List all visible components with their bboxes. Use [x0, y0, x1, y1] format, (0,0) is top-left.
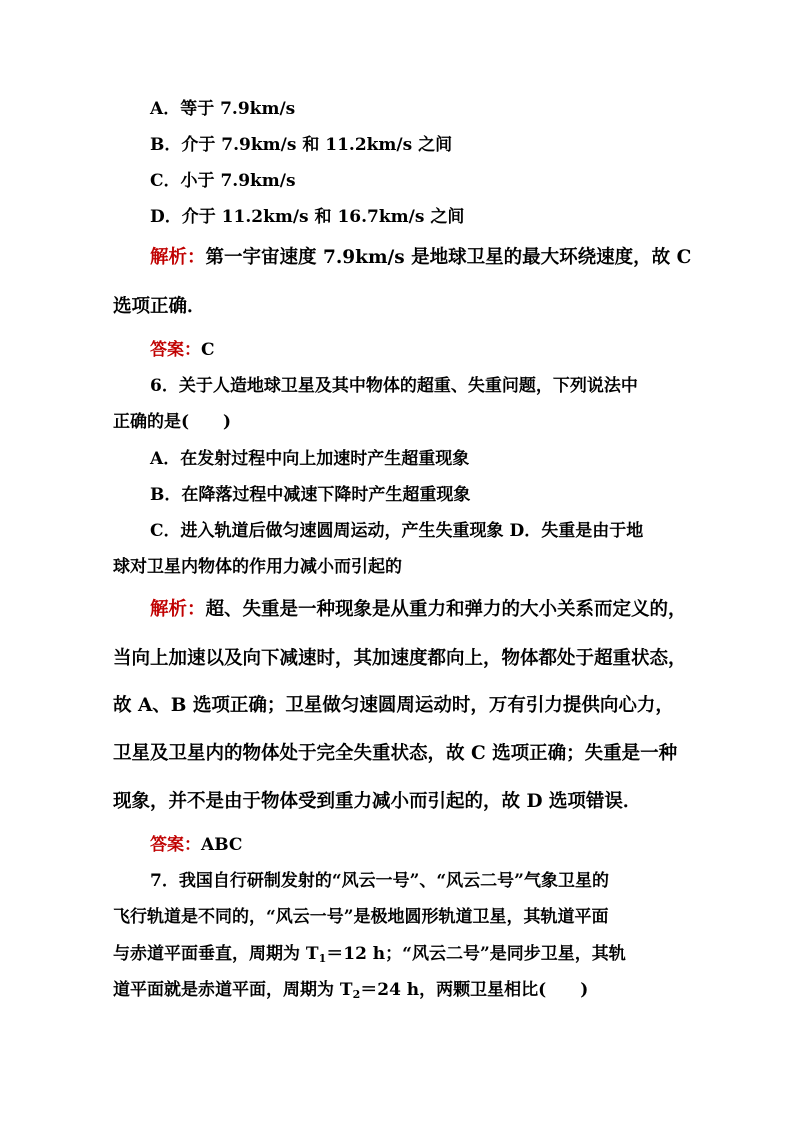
- q6-answer-label: 答案：: [150, 835, 201, 855]
- q7-line4-post: ＝24 h，两颗卫星相比( ): [360, 980, 589, 1000]
- q6-option-cd-line1: C．进入轨道后做匀速圆周运动，产生失重现象 D．失重是由于地: [150, 521, 644, 541]
- q7-line2: 飞行轨道是不同的，“风云一号”是极地圆形轨道卫星，其轨道平面: [113, 907, 609, 927]
- q6-analysis-line5: 现象，并不是由于物体受到重力减小而引起的，故 D 选项错误．: [113, 791, 642, 812]
- q6-option-a: A．在发射过程中向上加速时产生超重现象: [150, 449, 470, 469]
- q5-analysis-line2: 选项正确．: [113, 296, 206, 317]
- q6-stem-line1: 6．关于人造地球卫星及其中物体的超重、失重问题，下列说法中: [150, 376, 638, 396]
- q5-answer-value: C: [201, 340, 215, 360]
- q5-answer-label: 答案：: [150, 340, 201, 360]
- q5-option-c: C．小于 7.9km/s: [150, 171, 296, 191]
- q5-analysis-text1: 第一宇宙速度 7.9km/s 是地球卫星的最大环绕速度，故 C: [205, 247, 692, 268]
- q7-line3-pre: 与赤道平面垂直，周期为 T: [113, 944, 319, 964]
- q6-option-cd-line2: 球对卫星内物体的作用力减小而引起的: [113, 557, 402, 577]
- q5-option-d: D．介于 11.2km/s 和 16.7km/s 之间: [150, 207, 465, 227]
- q6-option-b: B．在降落过程中减速下降时产生超重现象: [150, 485, 471, 505]
- q7-line1: 7．我国自行研制发射的“风云一号”、“风云二号”气象卫星的: [150, 871, 609, 891]
- q7-line3: [113, 943, 626, 970]
- q7-line3-sub: 1: [318, 952, 327, 965]
- q6-analysis-line2: 当向上加速以及向下减速时，其加速度都向上，物体都处于超重状态，: [113, 648, 687, 669]
- q6-analysis-line1: [150, 599, 687, 621]
- q6-analysis-text1: 超、失重是一种现象是从重力和弹力的大小关系而定义的，: [205, 599, 687, 620]
- q5-answer: [150, 339, 215, 361]
- q6-analysis-label: 解析：: [150, 599, 206, 620]
- q6-analysis-line4: 卫星及卫星内的物体处于完全失重状态，故 C 选项正确；失重是一种: [113, 743, 678, 764]
- q6-answer-value: ABC: [201, 835, 243, 855]
- q7-line4: [113, 979, 588, 1006]
- q6-stem-line2: 正确的是( ): [113, 412, 232, 432]
- q7-line4-pre: 道平面就是赤道平面，周期为 T: [113, 980, 353, 1000]
- q5-option-a: A．等于 7.9km/s: [150, 99, 296, 119]
- q5-analysis-line1: [150, 247, 691, 269]
- q5-option-b: B．介于 7.9km/s 和 11.2km/s 之间: [150, 135, 453, 155]
- q7-line3-post: ＝12 h；“风云二号”是同步卫星，其轨: [326, 944, 626, 964]
- q5-analysis-label: 解析：: [150, 247, 206, 268]
- q7-line4-sub: 2: [352, 988, 361, 1001]
- q6-analysis-line3: 故 A、B 选项正确；卫星做匀速圆周运动时，万有引力提供向心力，: [113, 695, 674, 716]
- q6-answer: [150, 834, 242, 856]
